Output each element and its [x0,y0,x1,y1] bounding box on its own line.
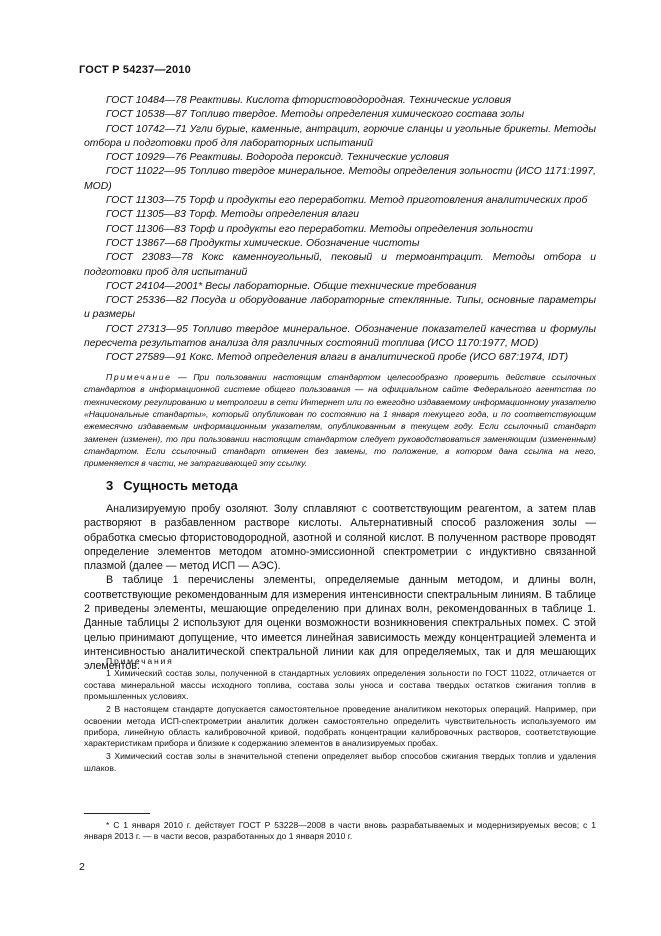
section-body [84,502,596,674]
body-paragraph: В таблице 1 перечислены элементы, определяемые данным методом, и длины волн, соответствующие рекомендованным для измерения интенсивности спектральным линиям. В таблице 2 приведены элементы, мешающие определению при длинах волн, рекомендованных в таблице 1. Данные таблицы 2 используют для оценки возможности возникновения спектральных помех. С этой целью принимают допущение, что имеется линейная зависимость между концентрацией элемента и интенсивностью аналитической спектральной линии как для определяемых, так и для мешающих элементов. [84,574,596,673]
reference-item: ГОСТ 11306—83 Торф и продукты его переработки. Методы определения зольности [106,223,533,235]
reference-item: ГОСТ 10929—76 Реактивы. Водорода пероксид. Технические условия [106,152,449,164]
document-header: ГОСТ Р 54237—2010 [79,64,191,76]
reference-item: ГОСТ 13867—68 Продукты химические. Обозначение чистоты [106,237,420,249]
reference-item: ГОСТ 24104—2001* Весы лабораторные. Общие технические требования [106,280,477,292]
reference-item: ГОСТ 10484—78 Реактивы. Кислота фтористоводородная. Технические условия [106,95,512,106]
reference-item: ГОСТ 27589—91 Кокс. Метод определения влаги в аналитической пробе (ИСО 687:1974, IDT) [106,352,569,364]
references-note-paragraph [84,371,596,470]
body-paragraph: Анализируемую пробу озоляют. Золу сплавляют с соответствующим реагентом, а затем плав растворяют в разбавленном растворе кислоты. Альтернативный способ разложения золы — обработка смесью фтористоводородной, азотной и соляной кислот. В полученном растворе проводят определение элементов методом атомно-эмиссионной спектрометрии с индуктивно связанной плазмой (далее — метод ИСП — АЭС). [84,503,596,573]
section-notes [84,656,596,776]
normative-references-list [84,94,596,366]
note-item: 3 Химический состав золы в значительной степени определяет выбор способов сжигания твердых топлив и удаления шлаков. [84,751,596,773]
reference-item: ГОСТ 27313—95 Топливо твердое минеральное. Обозначение показателей качества и формулы пересчета результатов анализа для различных состояний топлива (ИСО 1170:1977, MOD) [84,323,596,350]
note-text: — При пользовании настоящим стандартом целесообразно проверить действие ссылочных стандартов в информационной системе общего пользования — на официальном сайте Федерального агентства по техническому регулированию и метрологии в сети Интернет или по ежегодно издаваемому информационному указателю «Национальные стандарты», который опубликован по состоянию на 1 января текущего года, и по соответствующим ежемесячно издаваемым информационным указателям, опубликованным в текущем году. Если ссылочный стандарт заменен (изменен), то при пользовании настоящим стандартом следует руководствоваться заменяющим (измененным) стандартом. Если ссылочный стандарт отменен без замены, то положение, в котором дана ссылка на него, применяется в части, не затрагивающей эту ссылку. [84,372,596,469]
reference-item: ГОСТ 11022—95 Топливо твердое минеральное. Методы определения зольности (ИСО 1171:1997, MOD) [84,166,596,192]
reference-item: ГОСТ 10742—71 Угли бурые, каменные, антрацит, горючие сланцы и угольные брикеты. Методы отбора и подготовки проб для лабораторных испытаний [84,123,596,149]
reference-item: ГОСТ 11303—75 Торф и продукты его переработки. Метод приготовления аналитических проб [106,195,588,207]
section-number: 3 [106,478,114,493]
notes-title: Примечания [106,656,174,666]
reference-item: ГОСТ 11305—83 Торф. Методы определения влаги [106,209,359,221]
section-heading [106,478,238,493]
reference-item: ГОСТ 25336—82 Посуда и оборудование лабораторные стеклянные. Типы, основные параметры и размеры [84,295,596,321]
section-title: Сущность метода [123,478,238,493]
references-note [84,371,596,470]
reference-item: ГОСТ 23083—78 Кокс каменноугольный, пековый и термоантрацит. Методы отбора и подготовки проб для испытаний [84,252,596,278]
page-number: 2 [79,861,85,873]
note-item: 1 Химический состав золы, полученной в стандартных условиях определения зольности по ГОСТ 11022, отличается от состава минеральной массы исходного топлива, состава золы уноса и состава твердых остатков сжигания топлив в промышленных условиях. [84,668,596,702]
footnote-text: * С 1 января 2010 г. действует ГОСТ Р 53228—2008 в части вновь разрабатываемых и модернизируемых весов; с 1 января 2013 г. — в части весов, разработанных до 1 января 2010 г. [84,820,596,842]
footnote [84,820,596,843]
reference-item: ГОСТ 10538—87 Топливо твердое. Методы определения химического состава золы [106,109,525,121]
footnote-divider [84,813,150,814]
note-item: 2 В настоящем стандарте допускается самостоятельное проведение аналитиком некоторых операций. Например, при освоении метода ИСП-спектрометрии аналитик должен самостоятельно определить чувствительность используемого им прибора, линейную область калибровочной кривой, подобрать концентрации калибровочных растворов, соответствующие характеристикам прибора и близкие к содержанию элементов в анализируемых пробах. [84,704,596,749]
note-label: Примечание [106,372,172,382]
